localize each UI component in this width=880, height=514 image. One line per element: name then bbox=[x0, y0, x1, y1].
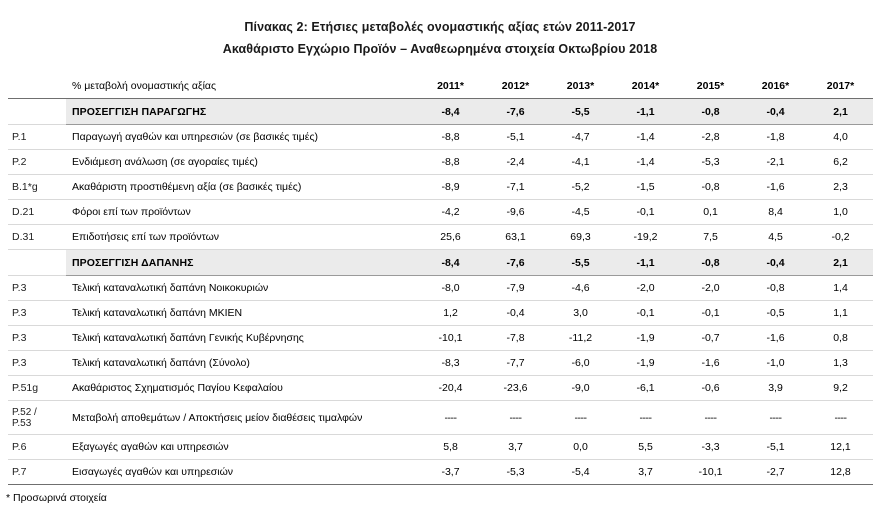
table-section-row bbox=[8, 99, 873, 125]
row-value-2011: -8,4 bbox=[418, 99, 483, 125]
row-value-2016: -0,4 bbox=[743, 250, 808, 276]
row-value-2012: -7,6 bbox=[483, 99, 548, 125]
row-value-2013: -4,1 bbox=[548, 150, 613, 175]
row-value-2015: -0,8 bbox=[678, 99, 743, 125]
row-value-2017: 2,1 bbox=[808, 99, 873, 125]
row-value-2015: -0,1 bbox=[678, 301, 743, 326]
row-value-2013: -5,2 bbox=[548, 175, 613, 200]
table-row bbox=[8, 175, 873, 200]
row-value-2013: 0,0 bbox=[548, 435, 613, 460]
row-value-2011: -4,2 bbox=[418, 200, 483, 225]
row-value-2012: -5,3 bbox=[483, 460, 548, 485]
row-value-2011: -8,9 bbox=[418, 175, 483, 200]
row-value-2013: 3,0 bbox=[548, 301, 613, 326]
row-value-2016: -0,8 bbox=[743, 276, 808, 301]
table-row bbox=[8, 376, 873, 401]
row-label: Μεταβολή αποθεμάτων / Αποκτήσεις μείον διαθέσεις τιμαλφών bbox=[66, 401, 418, 435]
row-value-2012: -7,9 bbox=[483, 276, 548, 301]
row-value-2014: 5,5 bbox=[613, 435, 678, 460]
table-row bbox=[8, 125, 873, 150]
row-value-2014: -1,1 bbox=[613, 99, 678, 125]
row-value-2017: 4,0 bbox=[808, 125, 873, 150]
row-code: P.2 bbox=[8, 150, 66, 175]
row-value-2015: 7,5 bbox=[678, 225, 743, 250]
row-value-2011: 1,2 bbox=[418, 301, 483, 326]
row-value-2016: -1,6 bbox=[743, 175, 808, 200]
row-code: P.3 bbox=[8, 326, 66, 351]
row-value-2016: -1,6 bbox=[743, 326, 808, 351]
row-value-2013: -5,5 bbox=[548, 99, 613, 125]
row-code: D.21 bbox=[8, 200, 66, 225]
row-code: B.1*g bbox=[8, 175, 66, 200]
table-row bbox=[8, 200, 873, 225]
row-code bbox=[8, 99, 66, 125]
row-value-2013: -6,0 bbox=[548, 351, 613, 376]
row-value-2017: 12,8 bbox=[808, 460, 873, 485]
row-value-2015: -0,7 bbox=[678, 326, 743, 351]
table-header-row bbox=[8, 74, 873, 99]
table-section-row bbox=[8, 250, 873, 276]
row-value-2013: 69,3 bbox=[548, 225, 613, 250]
row-value-2012: 3,7 bbox=[483, 435, 548, 460]
row-label: Τελική καταναλωτική δαπάνη Νοικοκυριών bbox=[66, 276, 418, 301]
row-value-2016: -1,8 bbox=[743, 125, 808, 150]
row-value-2016: 8,4 bbox=[743, 200, 808, 225]
row-value-2014: -0,1 bbox=[613, 301, 678, 326]
row-value-2012: -2,4 bbox=[483, 150, 548, 175]
row-code: P.52 / P.53 bbox=[8, 401, 66, 435]
row-label: ΠΡΟΣΕΓΓΙΣΗ ΠΑΡΑΓΩΓΗΣ bbox=[66, 99, 418, 125]
row-value-2015: -3,3 bbox=[678, 435, 743, 460]
row-code: P.7 bbox=[8, 460, 66, 485]
row-value-2016: -0,4 bbox=[743, 99, 808, 125]
document-titles bbox=[0, 0, 880, 60]
gdp-annual-change-table bbox=[8, 74, 873, 485]
row-value-2012: -7,8 bbox=[483, 326, 548, 351]
row-value-2017: 0,8 bbox=[808, 326, 873, 351]
row-value-2017: 6,2 bbox=[808, 150, 873, 175]
row-value-2015: 0,1 bbox=[678, 200, 743, 225]
row-value-2014: -6,1 bbox=[613, 376, 678, 401]
row-value-2011: ---- bbox=[418, 401, 483, 435]
row-code: P.51g bbox=[8, 376, 66, 401]
row-value-2014: -1,5 bbox=[613, 175, 678, 200]
row-value-2013: -11,2 bbox=[548, 326, 613, 351]
row-value-2014: -19,2 bbox=[613, 225, 678, 250]
column-header-2013: 2013* bbox=[548, 74, 613, 99]
row-code: P.3 bbox=[8, 351, 66, 376]
row-value-2011: 25,6 bbox=[418, 225, 483, 250]
column-header-2011: 2011* bbox=[418, 74, 483, 99]
row-value-2015: -10,1 bbox=[678, 460, 743, 485]
row-value-2015: -0,8 bbox=[678, 175, 743, 200]
column-header-2015: 2015* bbox=[678, 74, 743, 99]
row-value-2011: -8,4 bbox=[418, 250, 483, 276]
row-label: Ακαθάριστη προστιθέμενη αξία (σε βασικές τιμές) bbox=[66, 175, 418, 200]
row-value-2015: ---- bbox=[678, 401, 743, 435]
row-value-2014: ---- bbox=[613, 401, 678, 435]
row-code: P.3 bbox=[8, 276, 66, 301]
row-label: Τελική καταναλωτική δαπάνη Γενικής Κυβέρνησης bbox=[66, 326, 418, 351]
table-row bbox=[8, 225, 873, 250]
row-value-2011: 5,8 bbox=[418, 435, 483, 460]
row-value-2015: -2,0 bbox=[678, 276, 743, 301]
row-value-2012: -7,7 bbox=[483, 351, 548, 376]
table-footnote: * Προσωρινά στοιχεία bbox=[6, 492, 107, 504]
row-value-2016: 3,9 bbox=[743, 376, 808, 401]
row-value-2011: -3,7 bbox=[418, 460, 483, 485]
row-label: Επιδοτήσεις επί των προϊόντων bbox=[66, 225, 418, 250]
column-header-2016: 2016* bbox=[743, 74, 808, 99]
row-value-2013: -5,4 bbox=[548, 460, 613, 485]
table-container bbox=[8, 74, 872, 485]
row-value-2016: -0,5 bbox=[743, 301, 808, 326]
row-value-2016: -5,1 bbox=[743, 435, 808, 460]
row-value-2016: ---- bbox=[743, 401, 808, 435]
row-value-2014: -1,1 bbox=[613, 250, 678, 276]
row-code bbox=[8, 250, 66, 276]
row-value-2015: -5,3 bbox=[678, 150, 743, 175]
row-value-2017: 1,0 bbox=[808, 200, 873, 225]
column-header-2014: 2014* bbox=[613, 74, 678, 99]
row-code: P.3 bbox=[8, 301, 66, 326]
row-value-2016: 4,5 bbox=[743, 225, 808, 250]
row-value-2013: -9,0 bbox=[548, 376, 613, 401]
row-value-2017: 12,1 bbox=[808, 435, 873, 460]
table-body bbox=[8, 99, 873, 485]
row-value-2013: -4,5 bbox=[548, 200, 613, 225]
row-value-2013: -4,6 bbox=[548, 276, 613, 301]
row-value-2011: -10,1 bbox=[418, 326, 483, 351]
row-value-2014: 3,7 bbox=[613, 460, 678, 485]
row-label: Εισαγωγές αγαθών και υπηρεσιών bbox=[66, 460, 418, 485]
row-code: P.1 bbox=[8, 125, 66, 150]
row-value-2016: -2,1 bbox=[743, 150, 808, 175]
row-value-2011: -20,4 bbox=[418, 376, 483, 401]
row-code: D.31 bbox=[8, 225, 66, 250]
row-value-2012: -9,6 bbox=[483, 200, 548, 225]
row-value-2014: -0,1 bbox=[613, 200, 678, 225]
row-value-2015: -0,8 bbox=[678, 250, 743, 276]
row-value-2016: -1,0 bbox=[743, 351, 808, 376]
column-header-code bbox=[8, 74, 66, 99]
row-value-2013: ---- bbox=[548, 401, 613, 435]
row-value-2017: 2,1 bbox=[808, 250, 873, 276]
row-value-2014: -1,9 bbox=[613, 326, 678, 351]
table-row bbox=[8, 460, 873, 485]
row-label: Ενδιάμεση ανάλωση (σε αγοραίες τιμές) bbox=[66, 150, 418, 175]
row-value-2014: -1,4 bbox=[613, 125, 678, 150]
page-title-line-2: Ακαθάριστο Εγχώριο Προϊόν – Αναθεωρημένα στοιχεία Οκτωβρίου 2018 bbox=[222, 42, 658, 56]
row-label: Τελική καταναλωτική δαπάνη (Σύνολο) bbox=[66, 351, 418, 376]
row-value-2015: -1,6 bbox=[678, 351, 743, 376]
row-value-2017: -0,2 bbox=[808, 225, 873, 250]
table-row bbox=[8, 435, 873, 460]
row-value-2015: -0,6 bbox=[678, 376, 743, 401]
row-value-2012: -23,6 bbox=[483, 376, 548, 401]
row-value-2017: 1,4 bbox=[808, 276, 873, 301]
row-code: P.6 bbox=[8, 435, 66, 460]
table-row bbox=[8, 276, 873, 301]
page-title-line-1: Πίνακας 2: Ετήσιες μεταβολές ονομαστικής αξίας ετών 2011-2017 bbox=[244, 20, 636, 34]
row-label: Παραγωγή αγαθών και υπηρεσιών (σε βασικές τιμές) bbox=[66, 125, 418, 150]
row-value-2011: -8,0 bbox=[418, 276, 483, 301]
row-value-2013: -5,5 bbox=[548, 250, 613, 276]
column-header-description: % μεταβολή ονομαστικής αξίας bbox=[66, 74, 418, 99]
row-value-2012: 63,1 bbox=[483, 225, 548, 250]
column-header-2017: 2017* bbox=[808, 74, 873, 99]
table-row bbox=[8, 301, 873, 326]
row-value-2012: -7,1 bbox=[483, 175, 548, 200]
row-label: Εξαγωγές αγαθών και υπηρεσιών bbox=[66, 435, 418, 460]
table-row bbox=[8, 401, 873, 435]
table-row bbox=[8, 326, 873, 351]
row-value-2011: -8,3 bbox=[418, 351, 483, 376]
table-row bbox=[8, 150, 873, 175]
row-value-2016: -2,7 bbox=[743, 460, 808, 485]
row-value-2012: -5,1 bbox=[483, 125, 548, 150]
table-row bbox=[8, 351, 873, 376]
row-value-2012: ---- bbox=[483, 401, 548, 435]
row-value-2015: -2,8 bbox=[678, 125, 743, 150]
row-value-2013: -4,7 bbox=[548, 125, 613, 150]
row-value-2011: -8,8 bbox=[418, 125, 483, 150]
column-header-2012: 2012* bbox=[483, 74, 548, 99]
row-value-2012: -0,4 bbox=[483, 301, 548, 326]
row-value-2017: 1,3 bbox=[808, 351, 873, 376]
row-label: Ακαθάριστος Σχηματισμός Παγίου Κεφαλαίου bbox=[66, 376, 418, 401]
row-value-2017: 1,1 bbox=[808, 301, 873, 326]
row-label: Τελική καταναλωτική δαπάνη ΜΚΙΕΝ bbox=[66, 301, 418, 326]
row-value-2012: -7,6 bbox=[483, 250, 548, 276]
row-value-2017: 9,2 bbox=[808, 376, 873, 401]
row-value-2014: -1,4 bbox=[613, 150, 678, 175]
row-label: ΠΡΟΣΕΓΓΙΣΗ ΔΑΠΑΝΗΣ bbox=[66, 250, 418, 276]
row-label: Φόροι επί των προϊόντων bbox=[66, 200, 418, 225]
row-value-2014: -2,0 bbox=[613, 276, 678, 301]
row-value-2011: -8,8 bbox=[418, 150, 483, 175]
row-value-2017: ---- bbox=[808, 401, 873, 435]
row-value-2014: -1,9 bbox=[613, 351, 678, 376]
row-value-2017: 2,3 bbox=[808, 175, 873, 200]
